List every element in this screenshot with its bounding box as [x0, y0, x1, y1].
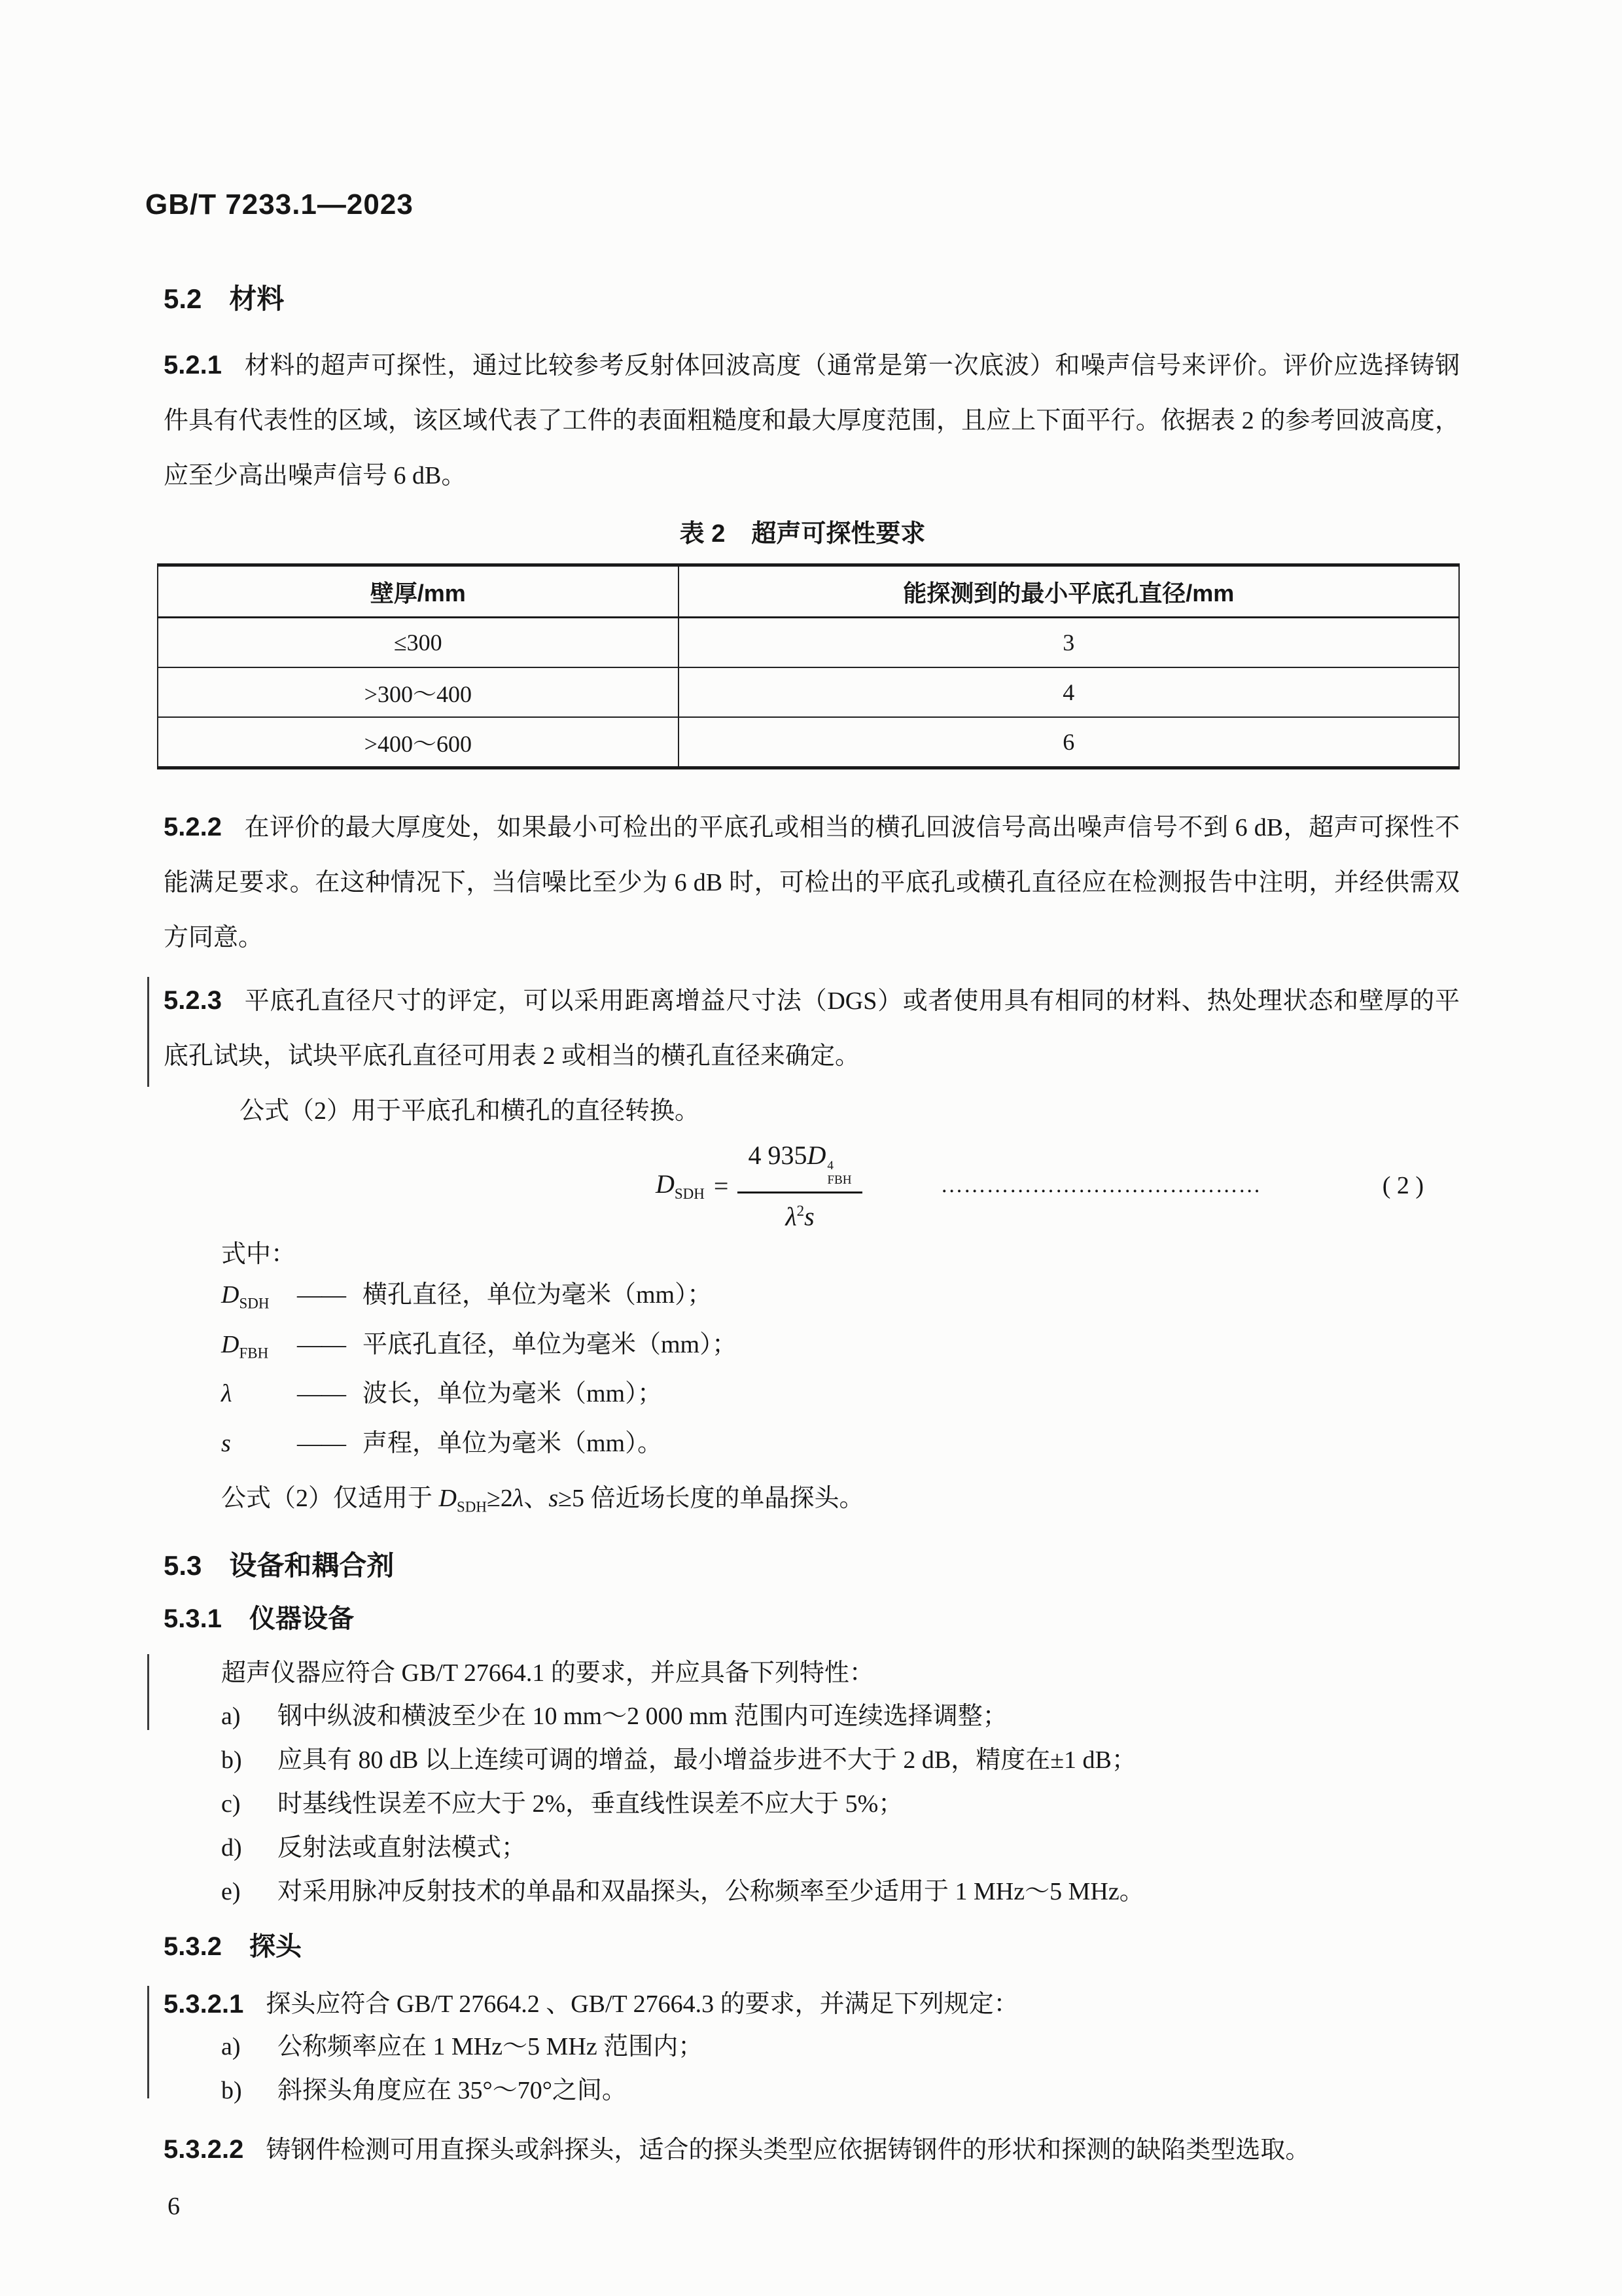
list-item-text: 斜探头角度应在 35°～70°之间。	[277, 2076, 627, 2104]
column-header-min-fbh: 能探测到的最小平底孔直径/mm	[679, 565, 1459, 618]
symbol-variable: λ	[221, 1380, 232, 1408]
formula-subscript: SDH	[674, 1186, 705, 1202]
clause-text: 探头应符合 GB/T 27664.2 、GB/T 27664.3 的要求，并满足下列规定：	[266, 1990, 1019, 2018]
note-text: ≥2	[486, 1485, 513, 1513]
note-text: 、	[523, 1485, 549, 1513]
requirements-table	[157, 563, 1460, 769]
ordered-list	[164, 1695, 1460, 1914]
definition-row	[221, 1275, 1460, 1324]
fraction	[737, 1140, 862, 1231]
change-bar	[147, 1986, 149, 2098]
definition-dash: ——	[297, 1281, 345, 1309]
clause-paragraph-5-3-2-1	[164, 1983, 1460, 2025]
sup-sub-stack	[827, 1159, 851, 1188]
formula-variable: λ	[785, 1201, 797, 1231]
table-cell-thickness: >400～600	[158, 717, 679, 768]
fraction-numerator	[737, 1140, 862, 1193]
standard-code: GB/T 7233.1—2023	[145, 188, 414, 221]
table-row	[158, 717, 1459, 768]
formula-variable: D	[807, 1140, 826, 1170]
list-item-text: 应具有 80 dB 以上连续可调的增益，最小增益步进不大于 2 dB，精度在±1 dB；	[277, 1746, 1137, 1774]
table-row	[158, 667, 1459, 717]
definition-text: 声程，单位为毫米（mm）。	[362, 1429, 663, 1457]
list-item	[164, 1870, 1460, 1914]
section-number: 5.3.2	[164, 1932, 222, 1961]
formula-variable: D	[656, 1169, 675, 1199]
definition-row	[221, 1423, 1460, 1473]
note-text: 公式（2）仅适用于	[221, 1485, 439, 1513]
note-variable	[438, 1485, 487, 1515]
list-item	[164, 2069, 1460, 2113]
clause-block-5-2-3	[164, 973, 1460, 1139]
formula-variable: s	[804, 1201, 815, 1231]
symbol-variable: s	[221, 1429, 231, 1457]
symbol-subscript: SDH	[239, 1295, 270, 1312]
clause-paragraph-5-2-1	[164, 338, 1460, 503]
list-item	[164, 1826, 1460, 1870]
table-cell-diameter: 6	[679, 717, 1459, 768]
table-caption	[145, 519, 1460, 549]
equals-sign: =	[713, 1171, 729, 1201]
page-number: 6	[167, 2192, 180, 2220]
dot-leader: ……………………………………	[940, 1173, 1261, 1197]
clause-paragraph-5-2-3	[164, 973, 1460, 1084]
clause-block-5-3-2-1	[164, 1983, 1460, 2113]
clause-text: 在评价的最大厚度处，如果最小可检出的平底孔或相当的横孔回波信号高出噪声信号不到 6 dB，超声可探性不能满足要求。在这种情况下，当信噪比至少为 6 dB 时，可检出的平底孔或横孔直径应在检测报告中注明，并经供需双方同意。	[164, 814, 1460, 951]
list-item-text: 钢中纵波和横波至少在 10 mm～2 000 mm 范围内可连续选择调整；	[277, 1702, 1008, 1730]
formula-lhs	[656, 1169, 705, 1203]
symbol-variable: D	[221, 1330, 239, 1358]
section-title: 探头	[249, 1932, 302, 1961]
definition-dash: ——	[297, 1330, 345, 1358]
change-bar	[147, 977, 149, 1087]
section-heading-5-3-2	[164, 1932, 1460, 1961]
symbol	[221, 1423, 297, 1473]
formula-superscript: 2	[796, 1202, 805, 1219]
list-item-label: c)	[221, 1790, 241, 1818]
coefficient: 4 935	[748, 1140, 807, 1170]
section-number: 5.2	[164, 283, 202, 314]
formula-intro-line: 公式（2）用于平底孔和横孔的直径转换。	[239, 1097, 700, 1125]
formula-variable: s	[548, 1485, 559, 1513]
ordered-list	[164, 2025, 1460, 2113]
clause-number: 5.2.1	[164, 351, 222, 380]
clause-number: 5.2.2	[164, 813, 222, 841]
list-item	[164, 1782, 1460, 1826]
list-item-text: 时基线性误差不应大于 2%，垂直线性误差不应大于 5%；	[277, 1790, 904, 1818]
list-item-label: a)	[221, 1702, 241, 1730]
definition-text: 波长，单位为毫米（mm）；	[362, 1380, 663, 1408]
fraction-denominator	[785, 1193, 814, 1231]
symbol-subscript: FBH	[239, 1345, 269, 1362]
table-caption-title: 超声可探性要求	[751, 520, 926, 548]
symbol	[221, 1324, 297, 1374]
section-heading-5-3	[164, 1551, 1460, 1581]
formula-applicability-note	[221, 1475, 1460, 1531]
table-header-row	[158, 565, 1459, 618]
section-title: 设备和耦合剂	[229, 1549, 395, 1581]
definition-text: 平底孔直径，单位为毫米（mm）；	[362, 1330, 737, 1358]
definition-row	[221, 1324, 1460, 1374]
symbol	[221, 1373, 297, 1423]
table-cell-thickness: ≤300	[158, 618, 679, 668]
section-title: 材料	[229, 283, 285, 314]
table-cell-diameter: 3	[679, 618, 1459, 668]
formula-number: ( 2 )	[1382, 1172, 1424, 1199]
clause-paragraph-5-3-2-2	[164, 2122, 1460, 2178]
section-heading-5-2	[164, 284, 1460, 314]
table-row	[158, 618, 1459, 668]
clause-block-5-3-1	[164, 1651, 1460, 1914]
symbol-variable: D	[221, 1281, 239, 1309]
list-item	[164, 1739, 1460, 1782]
clause-paragraph-5-2-2	[164, 800, 1460, 965]
section-title: 仪器设备	[249, 1604, 354, 1633]
clause-number: 5.3.2.1	[164, 1989, 244, 2019]
section-number: 5.3	[164, 1549, 202, 1581]
section-heading-5-3-1	[164, 1604, 1460, 1633]
list-item-label: a)	[221, 2032, 241, 2060]
definition-text: 横孔直径，单位为毫米（mm）；	[362, 1281, 713, 1309]
definition-dash: ——	[297, 1380, 345, 1408]
formula-superscript: 4	[827, 1158, 834, 1173]
formula-subscript: FBH	[827, 1173, 852, 1187]
list-item	[164, 1695, 1460, 1739]
definition-row	[221, 1373, 1460, 1423]
formula-variable: λ	[512, 1485, 524, 1513]
clause-text: 平底孔直径尺寸的评定，可以采用距离增益尺寸法（DGS）或者使用具有相同的材料、热处理状态和壁厚的平底孔试块，试块平底孔直径可用表 2 或相当的横孔直径来确定。	[164, 987, 1460, 1070]
table-caption-label: 表 2	[679, 520, 726, 548]
clause-text: 材料的超声可探性，通过比较参考反射体回波高度（通常是第一次底波）和噪声信号来评价。评价应选择铸钢件具有代表性的区域，该区域代表了工件的表面粗糙度和最大厚度范围，且应上下面平行。依据表 2 的参考回波高度，应至少高出噪声信号 6 dB。	[164, 352, 1460, 489]
table-cell-diameter: 4	[679, 667, 1459, 717]
list-intro: 超声仪器应符合 GB/T 27664.1 的要求，并应具备下列特性：	[221, 1659, 874, 1687]
formula-subscript: SDH	[456, 1498, 487, 1515]
list-item-label: b)	[221, 1746, 242, 1774]
section-number: 5.3.1	[164, 1604, 222, 1633]
list-item	[164, 2025, 1460, 2069]
list-item-label: e)	[221, 1877, 241, 1905]
list-item-text: 对采用脉冲反射技术的单晶和双晶探头，公称频率至少适用于 1 MHz～5 MHz。	[277, 1877, 1144, 1905]
list-item-text: 反射法或直射法模式；	[277, 1833, 527, 1862]
clause-text: 铸钢件检测可用直探头或斜探头，适合的探头类型应依据铸钢件的形状和探测的缺陷类型选取。	[266, 2136, 1311, 2164]
column-header-thickness: 壁厚/mm	[158, 565, 679, 618]
clause-number: 5.2.3	[164, 986, 222, 1015]
definition-dash: ——	[297, 1429, 345, 1457]
list-item-label: d)	[221, 1833, 242, 1862]
symbol	[221, 1275, 297, 1324]
clause-number: 5.3.2.2	[164, 2134, 244, 2164]
list-item-text: 公称频率应在 1 MHz～5 MHz 范围内；	[277, 2032, 703, 2060]
note-text: ≥5 倍近场长度的单晶探头。	[558, 1485, 864, 1513]
where-lead: 式中：	[221, 1241, 296, 1268]
change-bar	[147, 1654, 149, 1730]
table-cell-thickness: >300～400	[158, 667, 679, 717]
formula-variable: D	[438, 1485, 457, 1513]
formula-equation-2	[164, 1142, 1460, 1229]
list-item-label: b)	[221, 2076, 242, 2104]
